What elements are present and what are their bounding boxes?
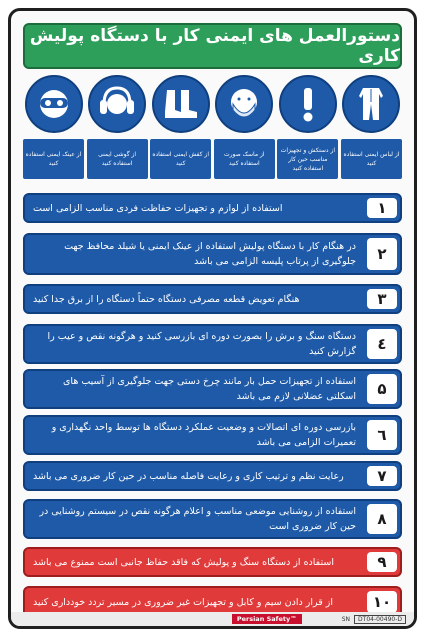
ppe-icons-row xyxy=(23,75,402,185)
rule-text: دستگاه سنگ و برش را بصورت دوره ای بازرسی کنید و هرگونه نقص و عیب را گزارش کنید xyxy=(47,331,356,357)
rule-text: از قرار دادن سیم و کابل و تجهیزات غیر ضروری در مسیر تردد خودداری کنید xyxy=(33,596,333,608)
rule-number: ۸ xyxy=(367,504,397,534)
rule-item-3 xyxy=(23,284,402,314)
sign-title: دستورالعمل های ایمنی کار با دستگاه پولیش کاری xyxy=(23,23,402,69)
rule-text: استفاده از لوازم و تجهیزات حفاظت فردی مناسب الزامی است xyxy=(33,202,283,214)
brand-logo: Persian Safety™ xyxy=(232,614,302,624)
ppe-label: از لباس ایمنی استفاده کنید xyxy=(341,139,402,179)
rule-text: استفاده از دستگاه سنگ و پولیش که فاقد حفاظ جانبی است ممنوع می باشد xyxy=(33,556,334,568)
rule-item-4 xyxy=(23,324,402,364)
rule-item-8 xyxy=(23,499,402,539)
rule-number: ۷ xyxy=(367,466,397,486)
ppe-label: از ماسک صورت استفاده کنید xyxy=(214,139,275,179)
serial-label: SN xyxy=(341,615,351,623)
rule-text: استفاده از تجهیزات حمل بار مانند چرخ دستی جهت جلوگیری از آسیب های اسکلتی عضلانی لازم می باشد xyxy=(62,376,356,402)
exclamation-icon xyxy=(279,75,337,133)
ppe-general xyxy=(277,75,338,185)
ppe-label: از گوشی ایمنی استفاده کنید xyxy=(87,139,148,179)
rule-text: هنگام تعویض قطعه مصرفی دستگاه حتماً دستگاه را از برق جدا کنید xyxy=(33,293,300,305)
rule-number: ۱۰ xyxy=(367,591,397,613)
rule-number: ۲ xyxy=(367,238,397,270)
ppe-label: از دستکش و تجهیزات مناسب حین کار استفاده کنید xyxy=(277,139,338,179)
rule-number: ۵ xyxy=(367,374,397,404)
rule-item-5 xyxy=(23,369,402,409)
safety-boots-icon xyxy=(152,75,210,133)
footer-bar xyxy=(11,612,414,626)
ppe-goggles xyxy=(23,75,84,185)
rule-item-2 xyxy=(23,233,402,275)
rule-number: ۳ xyxy=(367,289,397,309)
ppe-overalls xyxy=(341,75,402,185)
product-code: DT04-00490-D xyxy=(354,615,406,624)
face-mask-icon xyxy=(215,75,273,133)
ppe-label: از کفش ایمنی استفاده کنید xyxy=(150,139,211,179)
rule-item-9 xyxy=(23,547,402,577)
rule-item-7 xyxy=(23,461,402,491)
ear-protection-icon xyxy=(88,75,146,133)
rule-number: ۱ xyxy=(367,198,397,218)
safety-sign xyxy=(8,8,417,629)
safety-goggles-icon xyxy=(25,75,83,133)
ppe-boots xyxy=(150,75,211,185)
ppe-label: از عینک ایمنی استفاده کنید xyxy=(23,139,84,179)
rule-number: ٤ xyxy=(367,329,397,359)
rule-text: استفاده از روشنایی موضعی مناسب و اعلام هرگونه نقص در سیستم روشنایی در حین کار ضروری است xyxy=(39,506,356,532)
rule-text: بازرسی دوره ای اتصالات و وضعیت عملکرد دستگاه ها توسط واحد نگهداری و تعمیرات الزامی می باشد xyxy=(51,422,356,448)
rule-text: رعایت نظم و ترتیب کاری و رعایت فاصله مناسب در حین کار ضروری می باشد xyxy=(33,470,344,482)
ppe-ear xyxy=(87,75,148,185)
rule-item-6 xyxy=(23,415,402,455)
rule-text: در هنگام کار با دستگاه پولیش استفاده از عینک ایمنی یا شیلد محافظ جهت جلوگیری از پرتاب پلیسه الزامی می باشد xyxy=(64,241,356,267)
rule-item-1 xyxy=(23,193,402,223)
overalls-icon xyxy=(342,75,400,133)
rule-number: ٦ xyxy=(367,420,397,450)
ppe-mask xyxy=(214,75,275,185)
rule-number: ۹ xyxy=(367,552,397,572)
